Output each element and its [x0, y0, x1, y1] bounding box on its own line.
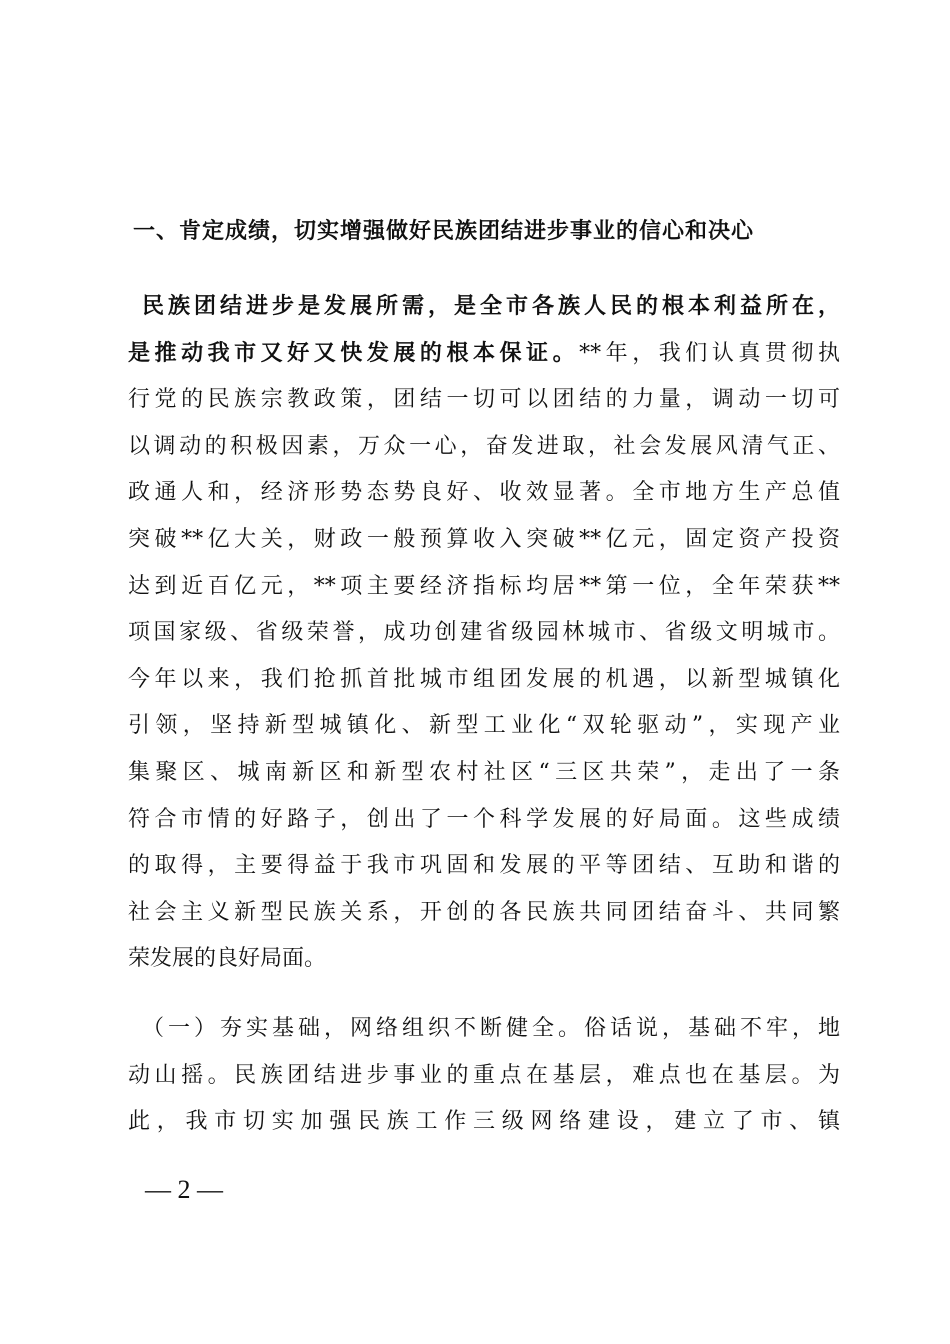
paragraph-2-line: （一）夯实基础，网络组织不断健全。俗话说，基础不牢，地	[142, 1016, 840, 1041]
paragraph-1-line: 的取得，主要得益于我市巩固和发展的平等团结、互助和谐的	[128, 853, 840, 879]
paragraph-1-line: 社会主义新型民族关系，开创的各民族共同团结奋斗、共同繁	[128, 899, 840, 925]
paragraph-1-line-rest: **年，我们认真贯彻执	[579, 340, 840, 366]
paragraph-1-line: 以调动的积极因素，万众一心，奋发进取，社会发展风清气正、	[128, 433, 840, 459]
paragraph-1-line: 荣发展的良好局面。	[128, 946, 327, 972]
paragraph-1-line	[128, 331, 840, 378]
paragraph-1-line: 集聚区、城南新区和新型农村社区“三区共荣”，走出了一条	[128, 759, 840, 785]
paragraph-1-lead-line: 民族团结进步是发展所需，是全市各族人民的根本利益所在，	[142, 294, 840, 319]
paragraph-1-bold-phrase: 是推动我市又好又快发展的根本保证。	[128, 340, 580, 366]
paragraph-2	[128, 1006, 840, 1146]
section-heading: 一、肯定成绩，切实增强做好民族团结进步事业的信心和决心	[133, 219, 755, 244]
paragraph-1-line: 政通人和，经济形势态势良好、收效显著。全市地方生产总值	[128, 480, 840, 506]
paragraph-1-line: 今年以来，我们抢抓首批城市组团发展的机遇，以新型城镇化	[128, 666, 840, 692]
paragraph-1-line: 达到近百亿元，**项主要经济指标均居**第一位，全年荣获**	[128, 573, 840, 599]
paragraph-1-line: 突破**亿大关，财政一般预算收入突破**亿元，固定资产投资	[128, 526, 840, 552]
paragraph-1-line: 符合市情的好路子，创出了一个科学发展的好局面。这些成绩	[128, 806, 840, 832]
paragraph-1-line: 引领，坚持新型城镇化、新型工业化“双轮驱动”，实现产业	[128, 713, 840, 739]
page-number: — 2 —	[145, 1175, 223, 1204]
paragraph-1-line: 项国家级、省级荣誉，成功创建省级园林城市、省级文明城市。	[128, 620, 840, 646]
paragraph-2-line: 此，我市切实加强民族工作三级网络建设，建立了市、镇	[128, 1109, 840, 1135]
paragraph-1-line: 行党的民族宗教政策，团结一切可以团结的力量，调动一切可	[128, 387, 840, 413]
paragraph-1	[128, 284, 840, 983]
paragraph-2-line: 动山摇。民族团结进步事业的重点在基层，难点也在基层。为	[128, 1062, 840, 1088]
